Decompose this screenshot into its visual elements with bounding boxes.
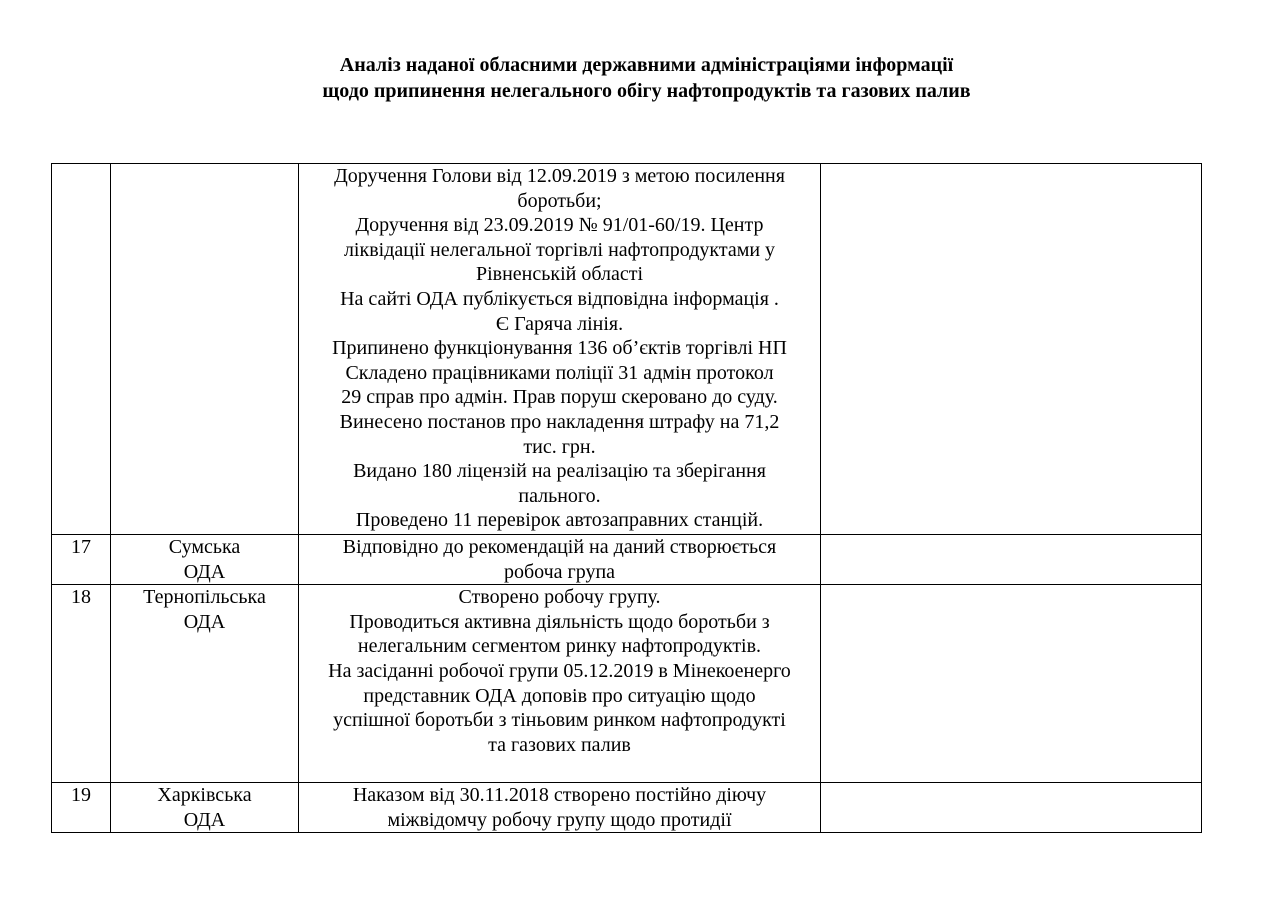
document-title-line-1: Аналіз наданої обласними державними адміністраціями інформації [339, 54, 954, 76]
document-title-line-2: щодо припинення нелегального обігу нафтопродуктів та газових палив [322, 80, 971, 102]
info-line: робоча група [503, 560, 616, 583]
info-line: Є Гаряча лінія. [495, 312, 624, 335]
row-number-cell: 17 [52, 535, 111, 585]
info-line: На сайті ОДА публікується відповідна інформація . [340, 287, 779, 310]
region-suffix: ОДА [183, 560, 226, 583]
info-line: Доручення від 23.09.2019 № 91/01-60/19. Центр [355, 214, 764, 237]
region-suffix: ОДА [183, 610, 226, 633]
info-cell [299, 585, 821, 783]
info-line: представник ОДА доповів про ситуацію щодо [363, 684, 756, 707]
row-number-cell: 19 [52, 783, 111, 833]
report-table [51, 163, 1202, 833]
region-cell [111, 585, 299, 783]
info-line: Створено робочу групу. [458, 586, 661, 609]
info-line: успішної боротьби з тіньовим ринком нафтопродукті [333, 709, 786, 732]
info-line: тис. грн. [523, 435, 596, 458]
info-line: На засіданні робочої групи 05.12.2019 в Мінекоенерго [328, 659, 791, 682]
document-title [0, 52, 1285, 104]
region-cell [111, 164, 299, 535]
info-line: Проводиться активна діяльність щодо боротьби з [349, 610, 770, 633]
info-line: Рівненській області [475, 263, 644, 286]
region-name: Сумська [168, 536, 241, 558]
region-name: Харківська [157, 784, 252, 807]
region-cell [111, 783, 299, 833]
info-line: боротьби; [517, 189, 602, 212]
region-cell [111, 535, 299, 585]
info-line: та газових палив [488, 733, 631, 756]
note-cell [821, 783, 1202, 833]
info-cell [299, 164, 821, 535]
info-line: Видано 180 ліцензій на реалізацію та зберігання [353, 460, 766, 483]
note-cell [821, 164, 1202, 535]
info-line: Складено працівниками поліції 31 адмін протокол [345, 361, 774, 384]
info-line: Проведено 11 перевірок автозаправних станцій. [355, 509, 764, 532]
note-cell [821, 535, 1202, 585]
note-cell [821, 585, 1202, 783]
region-name: Тернопільська [143, 586, 266, 609]
info-line: Наказом від 30.11.2018 створено постійно діючу [352, 784, 767, 807]
info-line: пального. [518, 484, 601, 507]
info-cell [299, 783, 821, 833]
info-line: 29 справ про адмін. Прав поруш скеровано до суду. [341, 386, 778, 409]
info-line: нелегальним сегментом ринку нафтопродуктів. [357, 635, 762, 658]
info-line: Припинено функціонування 136 об’єктів торгівлі НП [332, 337, 787, 360]
row-number-cell: 18 [52, 585, 111, 783]
info-cell [299, 535, 821, 585]
table-row [52, 783, 1202, 833]
table-row [52, 535, 1202, 585]
info-line: Доручення Голови від 12.09.2019 з метою посилення [334, 165, 785, 187]
info-line: ліквідації нелегальної торгівлі нафтопродуктами у [343, 238, 776, 261]
table-row [52, 164, 1202, 535]
info-line: Винесено постанов про накладення штрафу на 71,2 [339, 410, 780, 433]
info-line: Відповідно до рекомендацій на даний створюється [342, 536, 777, 558]
region-suffix: ОДА [183, 808, 226, 831]
table-row [52, 585, 1202, 783]
info-line: міжвідомчу робочу групу щодо протидії [387, 808, 732, 831]
row-number-cell [52, 164, 111, 535]
